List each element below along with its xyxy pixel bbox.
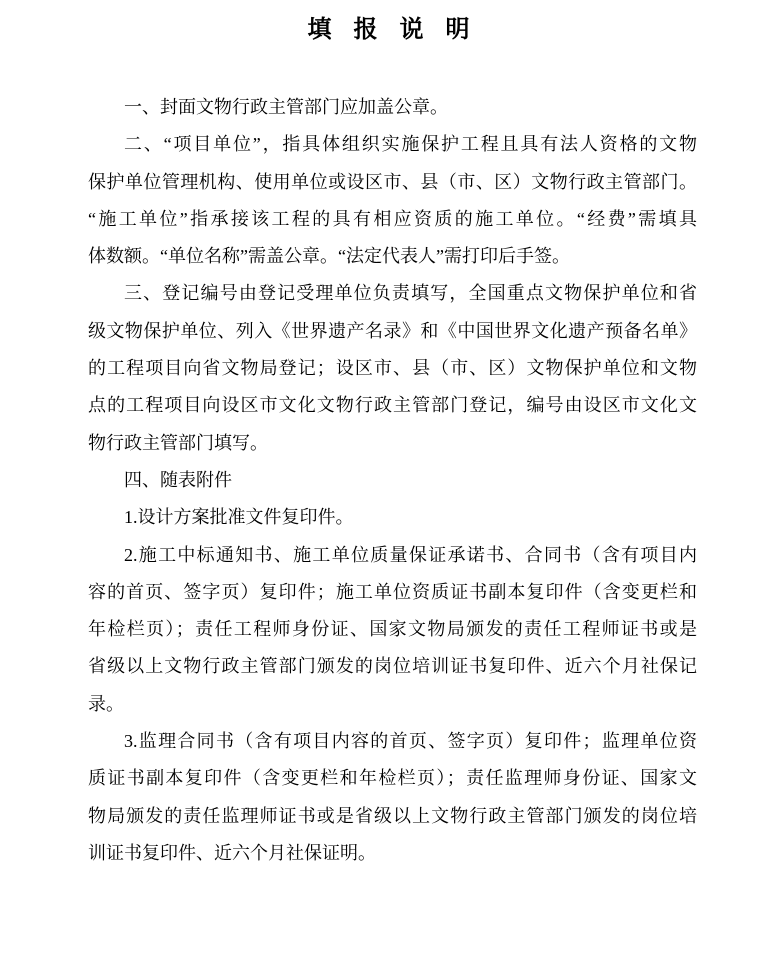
document-line: 级文物保护单位、列入《世界遗产名录》和《中国世界文化遗产预备名单》 [88, 320, 697, 341]
document-line: 训证书复印件、近六个月社保证明。 [88, 842, 376, 863]
paragraph-item-1 [88, 89, 697, 126]
document-line: 点的工程项目向设区市文化文物行政主管部门登记，编号由设区市文化文 [88, 395, 697, 416]
document-line: 录。 [88, 693, 124, 714]
document-line: 1.设计方案批准文件复印件。 [124, 507, 354, 528]
document-line: 3.监理合同书（含有项目内容的首页、签字页）复印件；监理单位资 [124, 731, 697, 752]
document-line: 年检栏页）；责任工程师身份证、国家文物局颁发的责任工程师证书或是 [88, 619, 697, 640]
document-body [88, 89, 697, 872]
document-line: 容的首页、签字页）复印件；施工单位资质证书副本复印件（含变更栏和 [88, 581, 697, 602]
document-title: 填 报 说 明 [307, 17, 478, 43]
paragraph-item-4 [88, 462, 697, 499]
paragraph-item-2 [88, 126, 697, 275]
document-content [0, 14, 784, 872]
document-line: “施工单位”指承接该工程的具有相应资质的施工单位。“经费”需填具 [88, 208, 697, 229]
document-line: 体数额。“单位名称”需盖公章。“法定代表人”需打印后手签。 [88, 246, 570, 267]
document-line: 物局颁发的责任监理师证书或是省级以上文物行政主管部门颁发的岗位培 [88, 805, 697, 826]
document-line: 省级以上文物行政主管部门颁发的岗位培训证书复印件、近六个月社保记 [88, 656, 697, 677]
document-line: 四、随表附件 [124, 469, 232, 490]
attachment-item-1 [88, 499, 697, 536]
document-line: 保护单位管理机构、使用单位或设区市、县（市、区）文物行政主管部门。 [88, 171, 697, 192]
document-line: 二、“项目单位”，指具体组织实施保护工程且具有法人资格的文物 [124, 134, 697, 155]
document-line: 2.施工中标通知书、施工单位质量保证承诺书、合同书（含有项目内 [124, 544, 697, 565]
document-line: 物行政主管部门填写。 [88, 432, 268, 453]
attachment-item-2 [88, 537, 697, 723]
document-line: 质证书副本复印件（含变更栏和年检栏页）；责任监理师身份证、国家文 [88, 768, 697, 789]
document-line: 的工程项目向省文物局登记；设区市、县（市、区）文物保护单位和文物 [88, 358, 697, 379]
attachment-item-3 [88, 723, 697, 872]
paragraph-item-3 [88, 275, 697, 461]
document-line: 三、登记编号由登记受理单位负责填写，全国重点文物保护单位和省 [124, 283, 697, 304]
document-line: 一、封面文物行政主管部门应加盖公章。 [124, 97, 448, 117]
